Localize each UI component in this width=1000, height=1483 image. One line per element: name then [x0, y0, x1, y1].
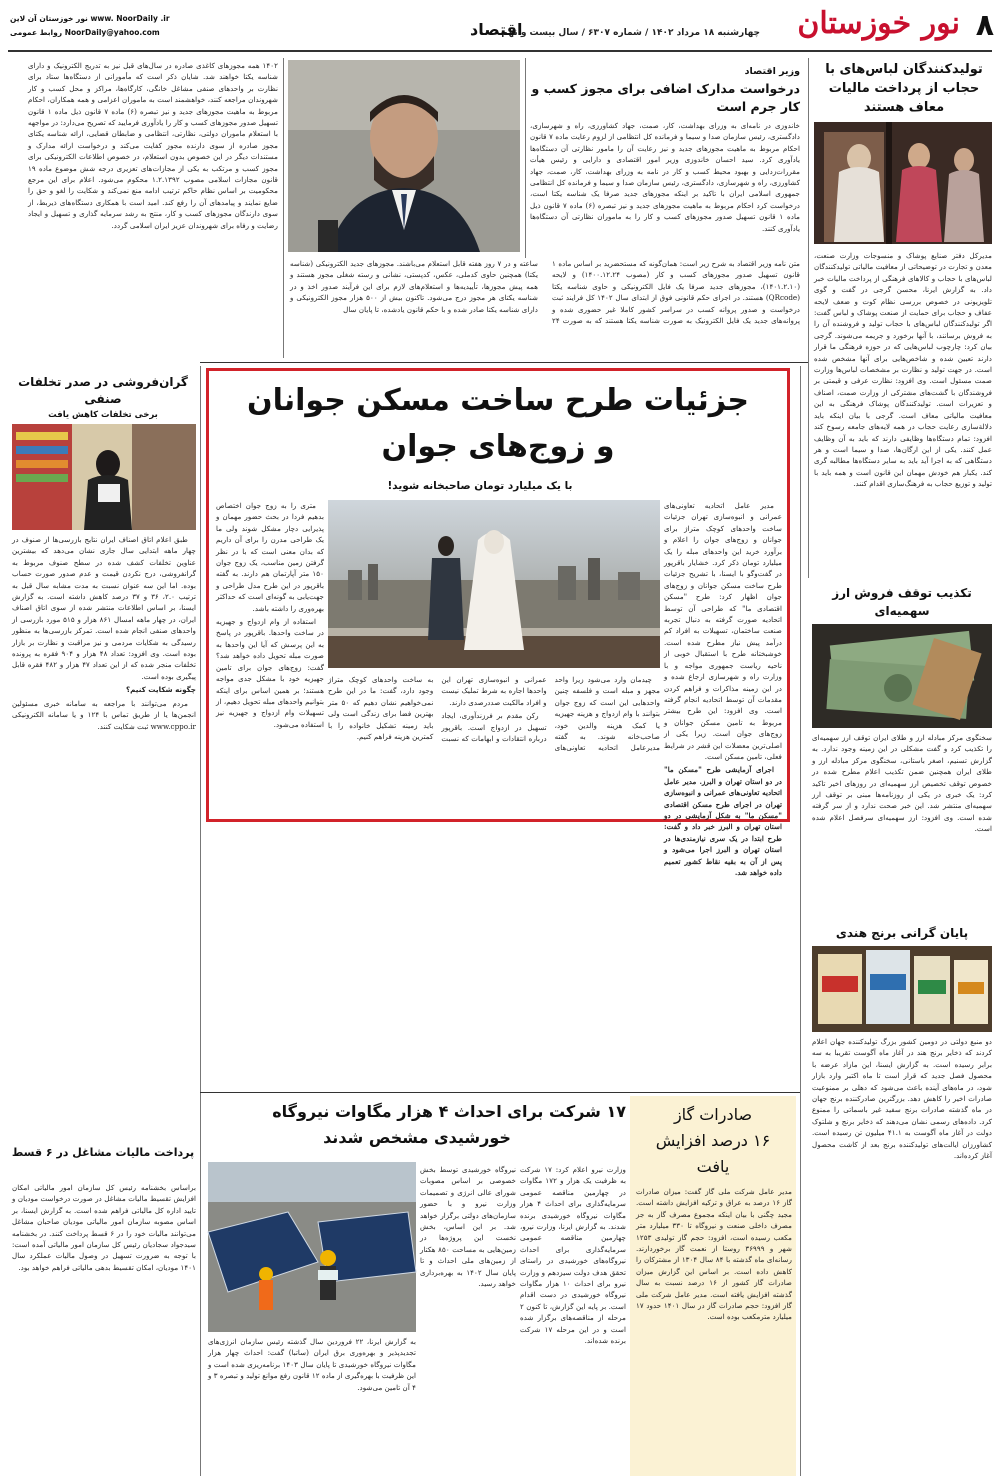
hijab-article-body: مدیرکل دفتر صنایع پوشاک و منسوجات وزارت صنعت، معدن و تجارت در توضیحاتی از معافیت مالیاتی تولیدکنندگان لباس‌های با حجاب و کالاهای فرهنگی از پرداخت مالیات خبر داد. به گزارش ایرنا، محسن گرجی در گفت و گوی تلویزیونی در خصوص بررسی نظام کوت و ضعف لایحه عفاف و حجاب برای حمایت از صنعت پوشاک و لباس گفت: اگر تولیدکنندگان لباس‌های با حجاب تولید و فروشنده آن را به فروش برسانند، با آنها برخورد و جریمه می‌شوند. گرجی بیان کرد: چارچوب لباس‌هایی که در حوزه فرهنگی ما قرار دارند تعیین شده و شاخص‌هایی برای آنها مشخص شده است. در جهت تولید و نظارت بر مشخصات لباس‌ها وزارت صمت مسئول است. وی افزود: نظارت عرفی و قیمتی بر فروشندگان با گشت‌های مشترکی از وزارت صمت، اصناف و تعزیرات است. تولیدکنندگان پوشاک فرهنگی به این معافیت مالیاتی معاف است. گرجی با بیان اینکه باید دلالة‌سازی رعایت حجاب در همه لایه‌های جامعه رسوخ کند افزود: تمام دستگاه‌ها وظایفی دارند که باید به آن وظایف عمل کنند. یکی از این ارگان‌ها، صدا و سیما است و هر دستگاهی که به اجرا آید باید به سایر دستگاه‌ها مطالبه گری کند. یکبار هم خودش مهمان این قانون است و همه باید با تولید و توزیع حجاب به فرهنگ‌سازی اقدام کنند. [814, 251, 992, 489]
price-violation-title: گران‌فروشی در صدر تخلفات صنفی [18, 375, 188, 406]
couple-skyline-illustration [328, 500, 660, 668]
section-divider [200, 362, 808, 363]
feature-col3b-para: رکن مقدم بر فرزندآوری، ایجاد تسهیل در ازدواج است. باقرپور درباره انتقادات و ابهامات که نسبت به ساخت واحدهای کوچک متراژ وجود دارد، گفت: ما در این طرح نمی‌خواهیم نشان دهیم که ۵۰ متر بهترین فضا برای زندگی است ولی باید زمینه تشکیل خانواده را با کمترین هزینه فراهم کنیم. [328, 675, 547, 744]
rice-photo [812, 946, 992, 1032]
shop-inspection-photo [12, 424, 196, 530]
solar-body-col3: به گزارش ایرنا، ۲۲ فروردین سال گذشته رئیس سازمان انرژی‌های تجدیدپذیر و بهره‌وری برق ایران (ساتبا) گفت: احداث چهار هزار مگاوات نیروگاه خورشیدی تا پایان سال ۱۴۰۳ برنامه‌ریزی شده است و این ظرفیت با بهره‌گیری از ماده ۱۲ قانون رفع موانع تولید و تبصره ۳ و ۴ آن تامین می‌شود. [208, 1337, 416, 1392]
feature-col2 [216, 500, 324, 812]
bottom-rule [200, 1092, 800, 1093]
feature-col2-para: متری را به زوج جوان اختصاص بدهیم فردا در بحث حضور مهمان و پذیرایی دچار مشکل شوند ولی ما یک طراحی مدرن را برای آن داریم که بدان معنی است که با در نظر گرفتن زمین مناسب، یک زوج جوان ۱۵۰ متر آپارتمان هم دارند. به گفته باقرپور در این طرح مدل طراحی و جهت‌یابی به گونه‌ای است که حداکثر بهره‌وری را داشته باشد. [216, 501, 324, 613]
minister-portrait [288, 60, 520, 252]
shop-illustration [12, 424, 196, 530]
solar-body-col1: وزارت نیرو اعلام کرد: ۱۷ شرکت به ظرفیت یک هزار و ۱۷۲ مگاوات در چهارمین مناقصه عمومی سرمایه‌گذاری برای احداث ۴ هزار مگاوات نیروگاه خورشیدی برنده شدند. به گزارش ایرنا، وزارت نیرو، چهارمین مناقصه عمومی سرمایه‌گذاری برای احداث نیروگاه‌های خورشیدی در راستای تحقق هدف دولت سیزدهم و وزارت نیرو برای احداث ۱۰ هزار مگاوات نیروگاه خورشیدی در دست اقدام است. بر پایه این گزارش، تا کنون ۲ مرحله از مناقصه‌های برگزار شده است و در این مرحله ۱۷ شرکت برنده شده‌اند. [520, 1165, 626, 1346]
col-divider [800, 366, 801, 1476]
price-violation-body [12, 534, 196, 1134]
hijab-article-title: تولیدکنندگان لباس‌های با حجاب از پرداخت مالیات معاف هستند [825, 62, 983, 115]
ministry-body-col3: ۱۴۰۲ همه مجوزهای کاغذی صادره در سال‌های قبل نیز به تدریج الکترونیک و دارای شناسه یکتا خواهند شد. شایان ذکر است که مأمورانی از دستگاه‌ها ستاد برای نظارت بر واحدهای صنفی مشاغل خانگی، کارگاه‌ها، مراکز و محل کسب و کار شهروندان مراجعه کنند، خواهشمند است به ماموران اعزامی و همه همکاران، احکام مربوط به ماهیت مجوزهای جدید و نیز تبصره (۶) ماده ۷ قانون ذیل ماده ۱ قانون تسهیل صدور مجوزهای کسب و کار را یادآوری فرمایید که تصریح می‌دارد: در مواجهه با استعلام ماموران دولتی، نظارتی، انتظامی و ضابطان قضایی، ارائه شناسه یکتای مجوز صادره از سوی دارنده مجوز کفایت می‌کند و درخواست ارائه مدارک و مستندات دیگر در این خصوص بدون استعلام، در خصوص اطلاعات الکترونیکی برای مجوز کسب و مرتکب به یکی از مجازات‌های تعزیری درجه شش موضوع ماده ۱۹ قانون مجازات اسلامی مصوب ۱.۲.۱۳۹۲ محکوم می‌شود. اعلام برای این مرجع محکومیت بر اساس نظام حاکم ترتیب ادامه منع نمی‌کند و شکایت را لغو و حق را ضایع نمایند و پیامدهای آن را رفع کند. امید است با همکاری دستگاه‌های ذیربط، از سوی دارندگان مجوزهای کسب و کار، منتج به رشد سرمایه گذاری و تسهیل و ایجاد رضایت و رفاه برای شهروندان عزیز ایران اسلامی گردد. [28, 61, 278, 230]
ministry-body-col1: خاندوزی در نامه‌ای به وزرای بهداشت، کار، صمت، جهاد کشاورزی، راه و شهرسازی، دادگستری، رئیس سازمان صدا و سیما و فرمانده کل انتظامی از لزوم رعایت ماده ۷ قانون احکام مربوط به ماهیت مجوزهای جدید و نیز رعایت آن را مامور نظارتی آن دستگاه‌ها یادآوری کرد. سید احسان خاندوزی وزیر امور اقتصادی و دارایی و رئیس هیأت مقررات‌زدایی و بهبود محیط کسب و کار در نامه به وزرای بهداشت، کار، صمت، جهاد کشاورزی، راه و شهرسازی، دادگستری، رئیس سازمان صدا و سیما و فرمانده کل انتظامی جمهوری اسلامی ایران با تاکید بر اینکه مجوزهای جدید صرفا یک شناسه یکتا است، درخواست کرد احکام مربوط به ماهیت مجوزهای جدید و نیز تبصره (۶) ماده ۷ قانون ذیل ماده ۱ قانون تسهیل صدور مجوزهای کسب و کار را به ماموران نظارتی آن دستگاه‌ها یادآوری کنند. [530, 121, 801, 233]
gas-title-line3: یافت [696, 1157, 730, 1176]
currency-photo [812, 624, 992, 728]
currency-title: تکذیب توقف فروش ارز سهمیه‌ای [832, 586, 972, 618]
col-divider [808, 58, 809, 578]
section-title: اقتصاد [470, 20, 523, 39]
col-divider [200, 366, 201, 1476]
newspaper-logo: نور خوزستان [797, 6, 960, 41]
gas-title-line1: صادرات گاز [673, 1105, 753, 1124]
col-divider [525, 58, 526, 258]
minister-photo [288, 60, 520, 252]
feature-col1-para: مدیر عامل اتحادیه تعاونی‌های عمرانی و انبوه‌سازی تهران جزئیات ساخت واحدهای کوچک متراژ برای جوانان و زوج‌های جوان را اعلام و برآورد خرید این واحدهای مبله را یک میلیارد تومان ذکر کرد. خشایار باقرپور در گفت‌وگو با ایسنا، با تشریح جزئیات طرح ساخت مسکن جوانان و زوج‌های جوان اظهار کرد: طرح "مسکن اقتصادی ما" که طراحی آن توسط اتحادیه صورت گرفته به دنبال تجربه صنعت ساختمان، تسهیلات به افراد کم درآمد پیش نیاز مطرح شده است. خوشبختانه طرح با استقبال خوبی از ناحیه ریاست جمهوری مواجه و با وزارت راه و شهرسازی ارجاع شده و در این زمینه مذاکرات و فراهم کردن مقدمات آن توسط اتحادیه انجام گرفته است. وی افزود: این طرح بیشتر مربوط به تامین مسکن جوانان و زوج‌های جوان است. زیرا یکی از اصلی‌ترین معضلات این قشر در شرایط فعلی، تامین مسکن است. [664, 501, 782, 761]
col-divider [283, 58, 284, 358]
feature-col2b-para: استفاده از وام ازدواج و جهیزیه در ساخت واحدها. باقرپور در پاسخ به این پرسش که آیا این واحدها به صورت مبله تحویل داده خواهد شد؟ گفت: زوج‌های جوان برای تامین جهیزیه خود با مشکل جدی مواجه هستند؛ بر همین اساس برای اینکه بتوانیم واحدهای مبله تحویل دهیم، از تسهیلات وام ازدواج و جهیزیه نیز استفاده می‌شود. [216, 617, 324, 729]
solar-workers-illustration [208, 1162, 416, 1332]
rice-bags-illustration [812, 946, 992, 1032]
rice-body: دو منبع دولتی در دومین کشور بزرگ تولیدکننده جهان اعلام کردند که ذخایر برنج هند در آغاز ماه آگوست تقریبا به سه برابر رسیده است. به گزارش ایسنا، این مازاد عرضه با محصول فصل جدید که قرار است تا ماه اکتبر وارد بازار شود، در ماه‌های آینده باعث می‌شود که دهلی بر ممنوعیت صادرات اخیر را کاهش دهد. بزرگترین صادرکننده برنج جهان در ماه گذشته صادرات برنج سفید غیر باسماتی را ممنوع کرد. داده‌های رسمی نشان می‌دهند که ذخایر برنج و شلتوک دولت در آغاز ماه آگوست به ۴۱.۱ میلیون تن رسیده است. کشاورزان ایالت‌های تولیدکننده برنج بعد از کاشت محصول آغاز کرده‌اند. [812, 1037, 992, 1161]
date-line: چهارشنبه ۱۸ مرداد ۱۴۰۲ / شماره ۶۳۰۷ / سال بیست و نهم [501, 28, 760, 38]
solar-title-line1: ۱۷ شرکت برای احداث ۴ هزار مگاوات نیروگاه [272, 1102, 626, 1121]
site-line-2: روابط عمومی NoorDaily@yahoo.com [10, 28, 160, 37]
tax-installment-body: براساس بخشنامه رئیس کل سازمان امور مالیاتی امکان افزایش تقسیط مالیات مشاغل در صورت درخواست مودیان و تایید اداره کل مالیاتی فراهم شده است. به گزارش ایسنا، بر اساس مصوبه سازمان امور مالیاتی مودیان صاحبان مشاغل می‌توانند مالیات خود را در ۶ قسط پرداخت کنند. در بخشنامه سیدجواد سجادیان رئیس کل سازمان امور مالیاتی آمده است: با توجه به ضرورت تسهیل در وصول مالیات عملکرد سال ۱۴۰۱ مودیان، امکان تقسیط بدهی مالیاتی فراهم خواهد بود. [12, 1183, 196, 1272]
solar-title-line2: خورشیدی مشخص شدند [323, 1128, 511, 1147]
tax-installment-title: پرداخت مالیات مشاغل در ۶ قسط [11, 1146, 195, 1159]
ministry-body-col2: متن نامه وزیر اقتصاد به شرح زیر است: همان‌گونه که مستحضرید بر اساس ماده ۱ قانون تسهیل صدور مجوزهای کسب و کار (مصوب ۱۴۰۰.۱۲.۲۴) و لایحه (۱۴۰۱.۲.۱۰)، مجوزهای جدید صرفا یک فایل الکترونیکی و حاوی شناسه یکتا (QRcode) هستند. در اجرای حکم قانونی فوق از ابتدای سال ۱۴۰۲ کل فرایند ثبت درخواست و صدور پروانه کسب در سراسر کشور کاملا غیر حضوری شده و پروانه‌های جدید یک فایل الکترونیک به صورت شناسه یکتا هستند که به صورت ۲۴ ساعته و در ۷ روز هفته قابل استعلام می‌باشند. مجوزهای جدید الکترونیکی (شناسه یکتا) همچنین حاوی کدملی، عکس، کدپستی، نشانی و رسته شغلی مجوز هستند و همه پیش مجوزها، تأییدیه‌ها و استعلام‌های لازم برای این فرآیند صدور اخذ و در شناسه یکتای هر مجوز درج می‌شود. تاکنون بیش از ۵۰۰ هزار مجوز الکترونیکی و دارای شناسه یکتا صادر شده و با حکم قانون یادشده، تا پایان سال [290, 259, 800, 326]
mannequins-illustration [814, 122, 992, 244]
solar-body-col2: نیروگاه خورشیدی توسط بخش خصوصی بر اساس مصوبات شورای عالی انرژی و تصمیمات وزارت نیرو و با حضور سازمان‌های دولتی برگزار خواهد شد. بر این اساس، بخش نخست این پروژه‌ها در زمین‌هایی به مساحت ۸۵۰ هکتار از زمین‌های ملی احداث و تا پایان سال ۱۴۰۲ به بهره‌برداری خواهد رسید. [420, 1165, 516, 1289]
header-divider [8, 50, 992, 52]
feature-col1b-para: اجرای آزمایشی طرح "مسکن ما" در دو استان تهران و البرز. مدیر عامل اتحادیه تعاونی‌های عمرانی و انبوه‌سازی تهران در اجرای طرح مسکن اقتصادی "مسکن ما" به شکل آزمایشی در دو استان تهران و البرز خبر داد و گفت: طرح ابتدا در یک سری نیازمندی‌ها در استان تهران و البرز اجرا می‌شود و پس از آن به بقیه نقاط کشور تعمیم داده خواهد شد. [664, 765, 782, 877]
currency-body: سخنگوی مرکز مبادله ارز و طلای ایران توقف ارز سهمیه‌ای را تکذیب کرد و گفت مشکلی در این زمینه وجود ندارد. به گزارش تسنیم، اصغر باستانی، سخنگوی مرکز مبادله ارز و طلای ایران همچنین ضمن تکذیب اعلام مطرح شده در خصوص توقف تخصیص ارز سهمیه‌ای در روزهای اخیر تاکید کرد: یک خبری در یکی از روزنامه‌ها مبنی بر توقف ارز سهمیه‌ای منتشر شد. این خبر صحت ندارد و از سر گرفته شده است. وی افزود: ارز سهمیه‌ای سرفصل اعلام شده است. [812, 733, 992, 834]
rice-title: پایان گرانی برنج هندی [835, 926, 969, 940]
feature-col1 [664, 500, 782, 877]
site-line-1: نور خوزستان آن لاین www. NoorDaily .ir [10, 14, 170, 23]
solar-panel-photo [208, 1162, 416, 1332]
hijab-store-photo [814, 122, 992, 244]
price-violation-kicker: برخی تخلفات کاهش یافت [48, 410, 158, 420]
feature-subtitle: با یک میلیارد تومان صاحبخانه شوید! [387, 480, 573, 492]
ministry-kicker: وزیر اقتصاد [744, 66, 800, 77]
gas-title-line2: ۱۶ درصد افزایش [655, 1131, 771, 1150]
couple-photo [328, 500, 660, 668]
feature-title-line1: جزئیات طرح ساخت مسکن جوانان [246, 383, 750, 418]
complaint-para: مردم می‌توانند با مراجعه به سامانه خبری مسئولین انجمن‌ها یا از طریق تماس با ۱۲۴ و یا سامانه الکترونیکی www.cppo.ir ثبت شکایت کنند. [12, 698, 196, 731]
feature-col3-para: چیدمان وارد می‌شود زیرا واحد مجهز و مبله است و فلسفه چنین واحدهایی این است که زوج جوان بتوانند با وام ازدواج و هزینه جهیزیه یا کمک هزینه والدین خود، صاحب‌خانه شوند. به گفته مدیرعامل اتحادیه تعاونی‌های عمرانی و انبوه‌سازی تهران این واحدها اجاره به شرط تملیک نیست و افراد مالکیت صددرصدی دارند. [441, 675, 660, 753]
feature-col3 [328, 674, 660, 812]
page-number: ۸ [975, 8, 994, 43]
masthead [0, 0, 1000, 52]
banknotes-illustration [812, 624, 992, 728]
complaint-heading: چگونه شکایت کنیم؟ [125, 685, 196, 695]
feature-title-line2: و زوج‌های جوان [381, 429, 615, 464]
ministry-title: درخواست مدارک اضافی برای مجوز کسب و کار جرم است [531, 81, 800, 114]
price-violation-para: طبق اعلام اتاق اصناف ایران نتایج بازرسی‌ها از صنوف در چهار ماهه ابتدایی سال جاری نشان می‌دهد که بیشترین عناوین تخلفات کشف شده در سطح صنوف مربوط به گرانفروشی، درج نکردن قیمت و عدم صدور صورت حساب بوده. اما این سه عنوان نسبت به مدت مشابه سال قبل به ترتیب ۲.۰، ۳۶ و ۳۷ درصد کاهش داشته است. به گزارش ایسنا، بر اساس اطلاعات منتشر شده از سوی اتاق اصناف ایران، در چهار ماهه امسال ۸۶۱ هزار و ۵۱۵ مورد بازرسی از واحدهای صنفی انجام شده است. تمرکز بازرسی‌ها به منظور رسیدگی به شکایات مردمی و نیز مراقبت و نظارت بر بازار بوده است. وی افزود: تعداد ۴۸ هزار و ۹۰۴ فقره به پرونده تخلفات منجر شده که از این تعداد ۴۷ هزار و ۴۸۲ فقره قابل پیگیری بوده است. [12, 535, 196, 681]
gas-body: مدیر عامل شرکت ملی گاز گفت: میزان صادرات گاز ۱۶ درصد به عراق و ترکیه افزایش داشته است. مجید چگنی با بیان اینکه مجموع مصرف گاز به جز مصرف داخلی صنعت و نیروگاه تا ۳۳۰ میلیارد متر مکعب رسیده است، افزود: حجم گاز تولیدی ۱۲۵۳ شهر و ۳۶۹۹۹ روستا از نعمت گاز برخوردارند. رسانه‌ای ماه گذشته با ۸۴ سال ۱۳۰۴ از مشترکان را کاهش داده است. بر اساس این گزارش میزان صادرات گاز کشور از ۱۶ درصد نسبت به سال گذشته افزایش یافته است. مدیر عامل شرکت ملی گاز افزود: حجم صادرات گاز در سال ۱۴۰۱ حدود ۱۷ میلیارد مترمکعب بوده است. [636, 1187, 792, 1322]
